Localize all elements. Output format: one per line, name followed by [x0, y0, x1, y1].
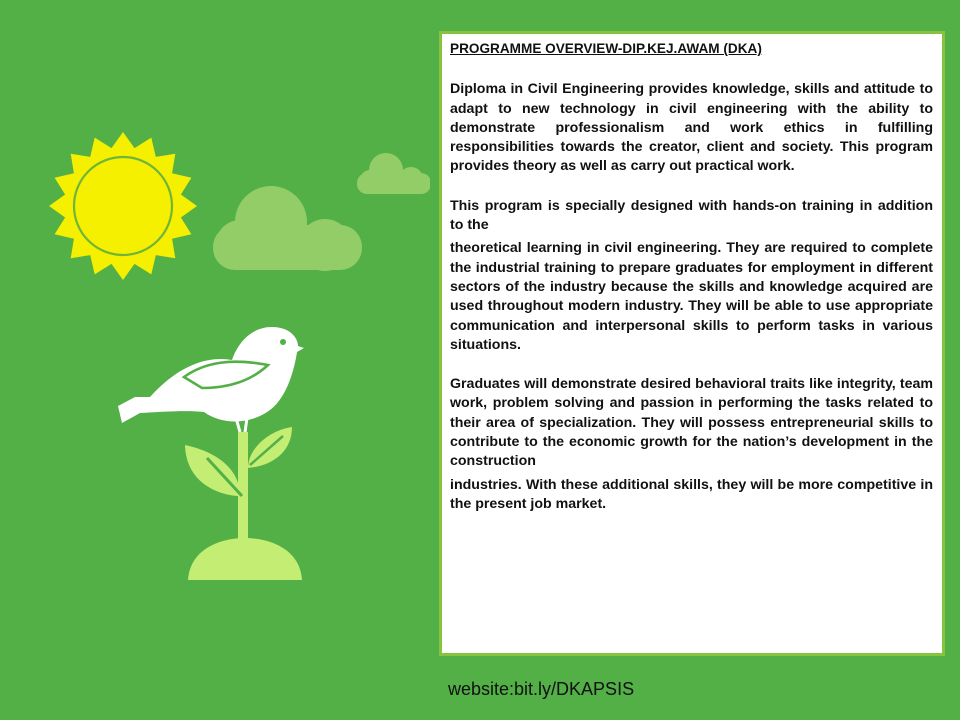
cloud-icon	[213, 186, 362, 271]
bird-icon	[118, 327, 304, 432]
programme-overview-panel	[439, 31, 945, 656]
paragraph-training: theoretical learning in civil engineering. They are required to complete the industrial training to prepare graduates for employment in different sectors of the industry because the skills and knowledge acquired are used throughout modern industry. They will be able to use appropriate communication and interpersonal skills to perform tasks in various situations.	[450, 240, 933, 353]
paragraph-training-intro: This program is specially designed with hands-on training in addition to the	[450, 197, 933, 234]
paragraph-intro: Diploma in Civil Engineering provides knowledge, skills and attitude to adapt to new technology in civil engineering with the ability to demonstrate professionalism and work ethics in fulfilling responsibilities towards the creator, client and society. This program provides theory as well as carry out practical work.	[450, 81, 933, 175]
sprout-icon	[185, 427, 302, 580]
panel-title: PROGRAMME OVERVIEW-DIP.KEJ.AWAM (DKA)	[450, 41, 762, 56]
sun-icon	[49, 132, 197, 280]
paragraph-graduates: Graduates will demonstrate desired behavioral traits like integrity, team work, problem solving and passion in performing the tasks related to their area of specialization. They will possess entrepreneurial skills to contribute to the economic growth for the nation’s development in the construction	[450, 376, 933, 470]
nature-illustration	[0, 0, 430, 720]
website-link[interactable]: website:bit.ly/DKAPSIS	[448, 679, 635, 699]
small-cloud-icon	[357, 153, 430, 194]
paragraph-competitive: industries. With these additional skills, they will be more competitive in the present job market.	[450, 476, 933, 512]
